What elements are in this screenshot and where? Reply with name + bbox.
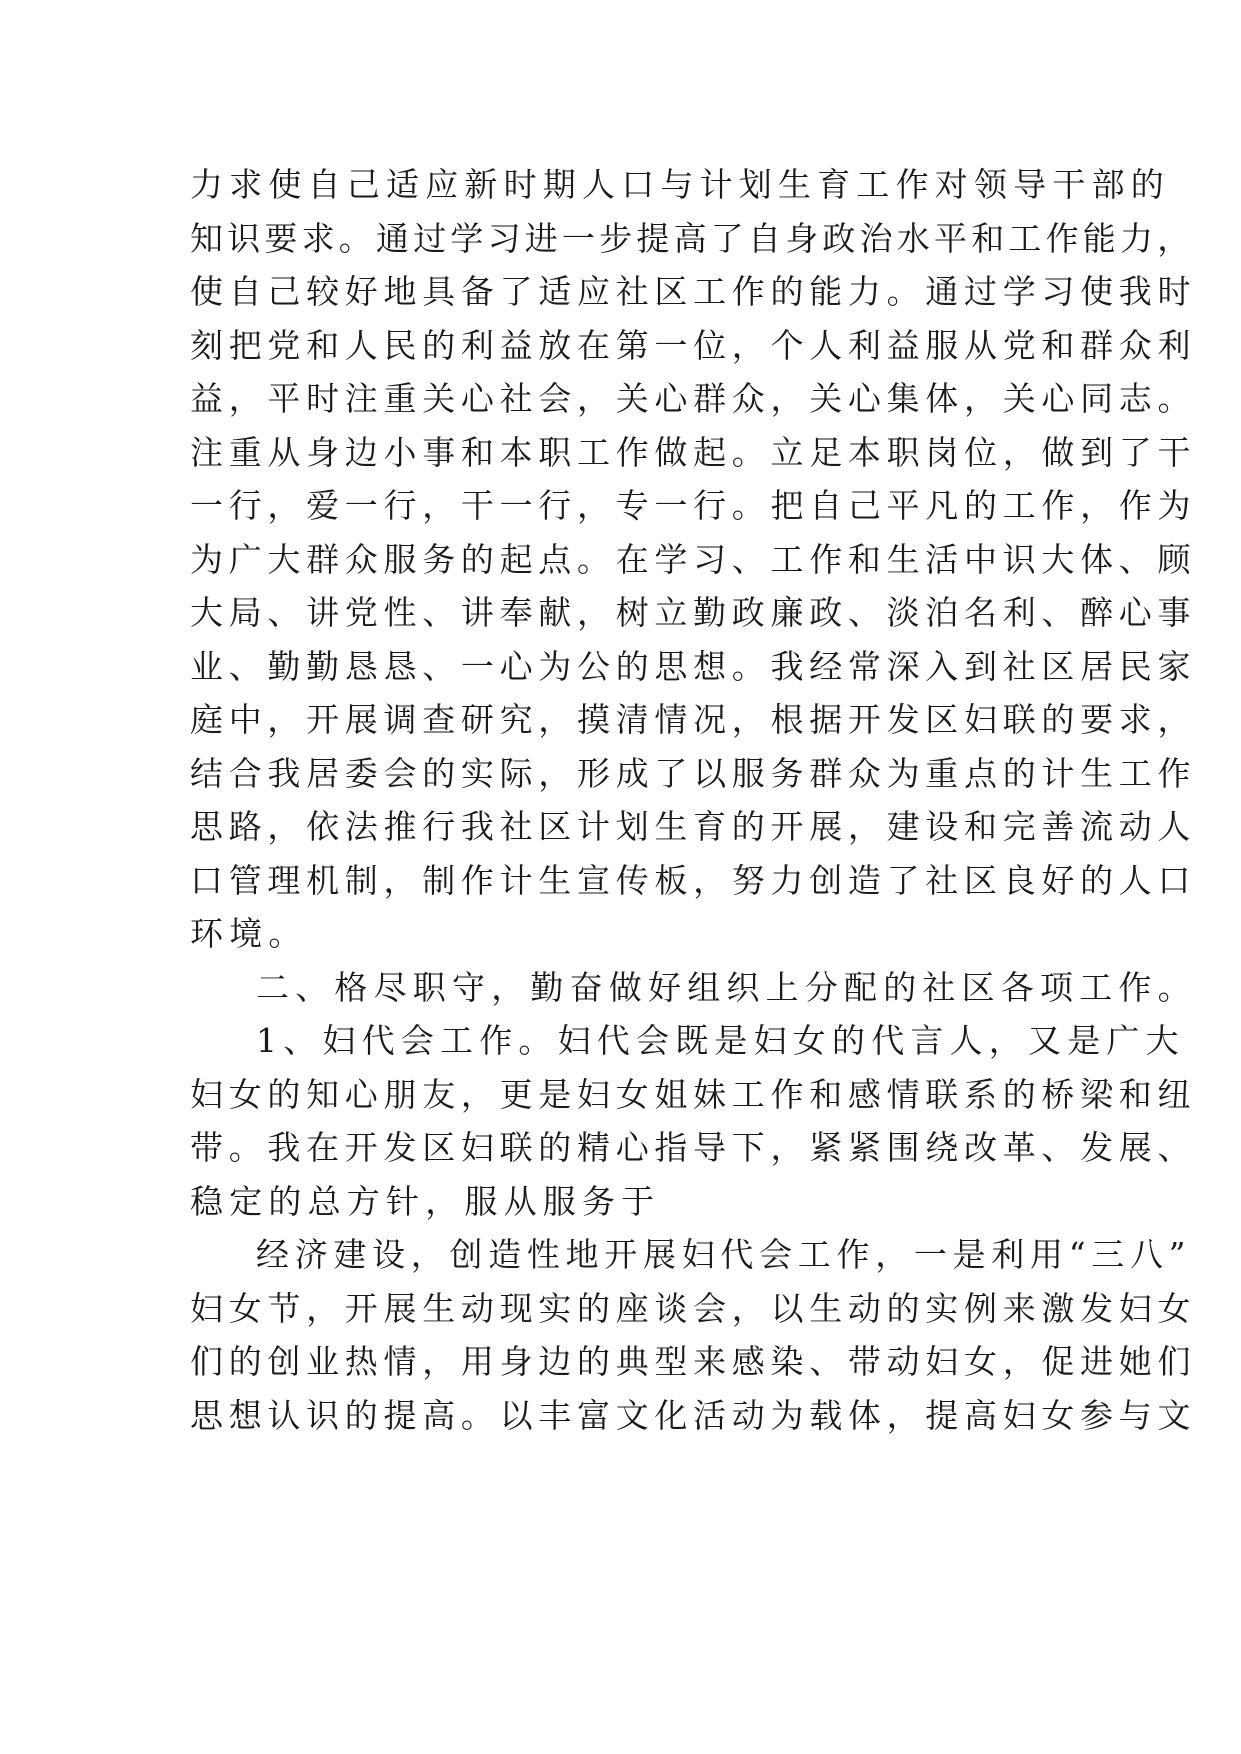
text-line: 二、格尽职守，勤奋做好组织上分配的社区各项工作。 — [256, 967, 1197, 1007]
text-line: 们的创业热情，用身边的典型来感染、带动妇女，促进她们 — [190, 1342, 1197, 1381]
text-line: 刻把党和人民的利益放在第一位，个人利益服从党和群众利 — [190, 325, 1197, 365]
document-body — [190, 158, 1197, 1442]
text-line: 一行，爱一行，干一行，专一行。把自己平凡的工作，作为 — [190, 486, 1197, 525]
text-line: 益，平时注重关心社会，关心群众，关心集体，关心同志。 — [190, 379, 1197, 418]
text-line: 为广大群众服务的起点。在学习、工作和生活中识大体、顾 — [190, 539, 1197, 579]
text-line: 力求使自己适应新时期人口与计划生育工作对领导干部的 — [190, 165, 1170, 204]
text-line: 妇女的知心朋友，更是妇女姐妹工作和感情联系的桥梁和纽 — [190, 1074, 1197, 1114]
text-line: 思路，依法推行我社区计划生育的开展，建设和完善流动人 — [190, 807, 1197, 846]
text-line: 1、妇代会工作。妇代会既是妇女的代言人，又是广大 — [256, 1021, 1185, 1060]
text-line: 环境。 — [190, 914, 308, 953]
text-line: 业、勤勤恳恳、一心为公的思想。我经常深入到社区居民家 — [190, 646, 1197, 686]
text-line: 结合我居委会的实际，形成了以服务群众为重点的计生工作 — [190, 753, 1197, 793]
text-line: 知识要求。通过学习进一步提高了自身政治水平和工作能力， — [190, 218, 1195, 258]
text-line: 稳定的总方针，服从服务于 — [190, 1181, 661, 1221]
text-line: 经济建设，创造性地开展妇代会工作，一是利用“三八” — [256, 1235, 1192, 1274]
text-line: 带。我在开发区妇联的精心指导下，紧紧围绕改革、发展、 — [190, 1128, 1197, 1167]
text-line: 使自己较好地具备了适应社区工作的能力。通过学习使我时 — [190, 272, 1197, 311]
text-line: 注重从身边小事和本职工作做起。立足本职岗位，做到了干 — [190, 432, 1197, 472]
text-line: 口管理机制，制作计生宣传板，努力创造了社区良好的人口 — [190, 860, 1197, 900]
text-line: 妇女节，开展生动现实的座谈会，以生动的实例来激发妇女 — [190, 1288, 1197, 1328]
text-line: 大局、讲党性、讲奉献，树立勤政廉政、淡泊名利、醉心事 — [190, 593, 1197, 632]
text-line: 思想认识的提高。以丰富文化活动为载体，提高妇女参与文 — [190, 1395, 1197, 1435]
text-line: 庭中，开展调查研究，摸清情况，根据开发区妇联的要求， — [190, 700, 1197, 739]
